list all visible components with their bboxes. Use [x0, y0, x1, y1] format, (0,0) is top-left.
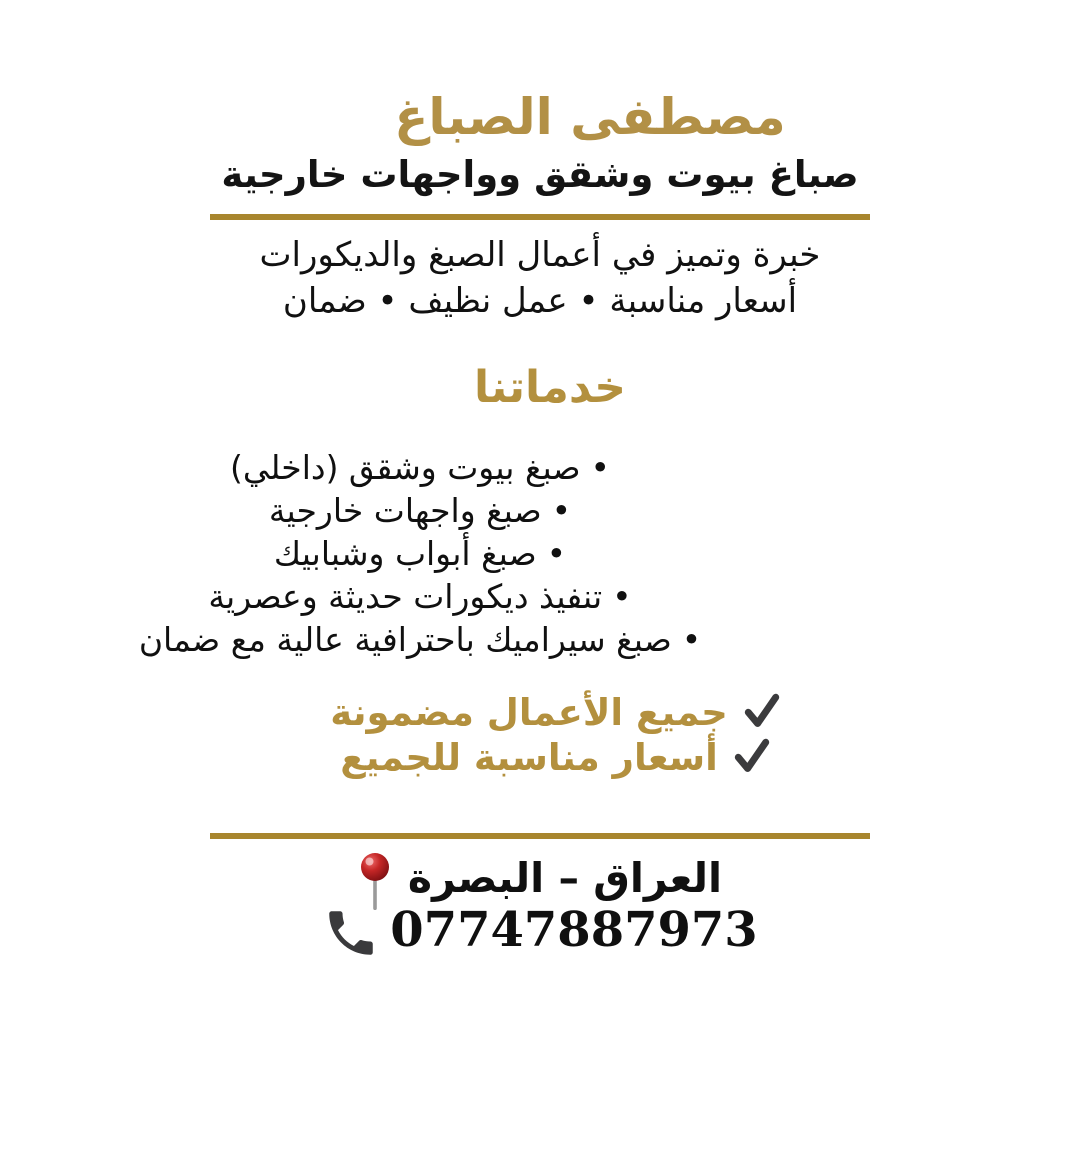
guarantee-row — [16, 735, 1080, 780]
guarantee-row — [16, 690, 1080, 735]
phone-line — [0, 898, 1080, 962]
service-label: صبغ سيراميك باحترافية عالية مع ضمان — [138, 620, 672, 659]
bullet-icon: • — [551, 491, 572, 530]
page-title: مصطفى الصباغ — [394, 88, 786, 146]
guarantee-label: جميع الأعمال مضمونة — [330, 691, 728, 734]
service-label: صبغ أبواب وشبابيك — [273, 534, 537, 573]
guarantee-label: أسعار مناسبة للجميع — [340, 736, 718, 779]
list-item — [100, 575, 740, 618]
check-mark-icon — [732, 736, 772, 776]
telephone-receiver-icon — [322, 904, 380, 962]
intro-line-1: خبرة وتميز في أعمال الصبغ والديكورات — [259, 235, 821, 275]
page-subtitle: صباغ بيوت وشقق وواجهات خارجية — [221, 153, 859, 196]
bullet-icon: • — [681, 620, 702, 659]
guarantees-block — [16, 690, 1080, 780]
services-list — [100, 446, 740, 661]
bottom-divider-line — [210, 833, 870, 839]
services-heading: خدماتنا — [474, 362, 626, 413]
service-label: صبغ بيوت وشقق (داخلي) — [230, 448, 581, 487]
list-item — [100, 489, 740, 532]
intro-text — [0, 232, 1080, 324]
location-text: العراق – البصرة — [407, 854, 723, 902]
bullet-icon: • — [546, 534, 567, 573]
check-mark-icon — [742, 691, 782, 731]
phone-number: 07747887973 — [390, 902, 758, 958]
service-label: تنفيذ ديكورات حديثة وعصرية — [208, 577, 603, 616]
service-label: صبغ واجهات خارجية — [268, 491, 542, 530]
list-item — [100, 532, 740, 575]
top-divider-line — [210, 214, 870, 220]
intro-line-2: أسعار مناسبة • عمل نظيف • ضمان — [282, 281, 798, 321]
bullet-icon: • — [612, 577, 632, 616]
bullet-icon: • — [590, 448, 610, 487]
list-item — [100, 618, 740, 661]
list-item — [100, 446, 740, 489]
